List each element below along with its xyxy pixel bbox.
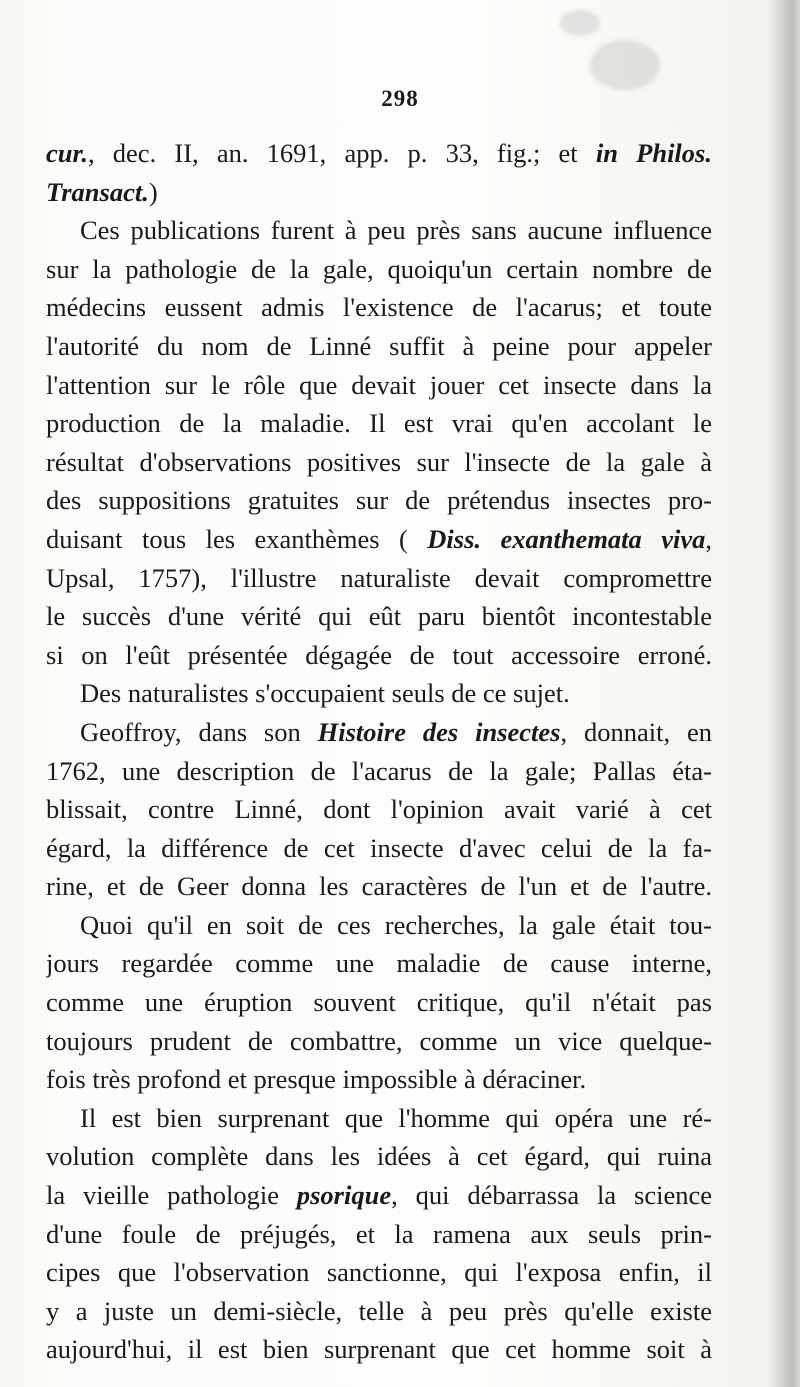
text-segment: l'attention sur le rôle que devait jouer cet insecte dans la [46,369,712,400]
body-text [46,134,712,1369]
text-segment: Ces publications furent à peu près sans aucune influence [80,215,712,246]
ink-stain [590,40,660,90]
text-line [46,829,712,868]
italic-text-segment: Histoire des insectes [317,716,561,747]
text-segment: production de la maladie. Il est vrai qu'en accolant le [46,408,712,439]
italic-text-segment: in Philos. [595,138,712,168]
text-line [46,366,712,405]
text-line [46,173,712,212]
text-segment: rine, et de Geer donna les caractères de l'un et de l'autre. [46,871,712,902]
text-line [46,674,712,713]
text-line [46,520,712,559]
text-line [46,944,712,983]
text-line [46,1137,712,1176]
text-segment: , [705,523,712,554]
text-line [46,211,712,250]
italic-text-segment: psorique [296,1180,392,1211]
text-segment: égard, la différence de cet insecte d'avec celui de la fa- [46,832,712,863]
text-line [46,288,712,327]
text-segment: jours regardée comme une maladie de cause interne, [46,948,712,979]
text-segment: médecins eussent admis l'existence de l'acarus; et toute [46,292,712,323]
text-segment: , qui débarrassa la science [391,1180,712,1211]
text-segment: Il est bien surprenant que l'homme qui opéra une ré- [80,1102,712,1133]
text-line [46,636,712,675]
text-segment: aujourd'hui, il est bien surprenant que cet homme soit à [46,1334,712,1365]
text-segment: comme une éruption souvent critique, qu'il n'était pas [46,987,712,1018]
text-line [46,327,712,366]
text-segment: duisant tous les exanthèmes ( [46,523,428,554]
text-segment: le succès d'une vérité qui eût paru bientôt incontestable [46,601,712,632]
text-segment: la vieille pathologie [46,1180,297,1211]
text-line [46,1022,712,1061]
italic-text-segment: Diss. exanthemata viva [427,523,706,554]
page-number: 298 [381,86,419,111]
text-line [46,752,712,791]
text-line [46,906,712,945]
text-segment: , dec. II, an. 1691, app. p. 33, fig.; et [87,138,596,168]
text-line [46,443,712,482]
text-line [46,404,712,443]
text-line [46,1176,712,1215]
text-segment: volution complète dans les idées à cet égard, qui ruina [46,1141,712,1172]
text-segment: Quoi qu'il en soit de ces recherches, la gale était tou- [80,909,712,940]
text-segment: des suppositions gratuites sur de prétendus insectes pro- [46,485,712,516]
text-line [46,1253,712,1292]
italic-text-segment: Transact. [46,176,149,207]
text-line [46,790,712,829]
text-segment: blissait, contre Linné, dont l'opinion avait varié à cet [46,794,712,825]
text-segment: Upsal, 1757), l'illustre naturaliste devait compromettre [46,562,712,593]
italic-text-segment: cur. [46,138,88,168]
ink-stain [560,10,600,36]
text-segment: 1762, une description de l'acarus de la gale; Pallas éta- [46,755,712,786]
text-line [46,1099,712,1138]
text-segment: l'autorité du nom de Linné suffit à peine pour appeler [46,330,712,361]
text-segment: d'une foule de préjugés, et la ramena aux seuls prin- [46,1218,712,1249]
text-line [46,867,712,906]
text-line [46,1330,712,1369]
text-line [46,559,712,598]
text-line [46,250,712,289]
text-segment: y a juste un demi-siècle, telle à peu près qu'elle existe [46,1295,712,1326]
text-segment: ) [148,176,158,207]
text-line [46,134,712,173]
text-line [46,597,712,636]
text-segment: toujours prudent de combattre, comme un vice quelque- [46,1025,712,1056]
text-segment: Des naturalistes s'occupaient seuls de ce sujet. [80,678,570,709]
text-line [46,1292,712,1331]
text-line [46,983,712,1022]
text-segment: sur la pathologie de la gale, quoiqu'un certain nombre de [46,253,712,284]
text-segment: Geoffroy, dans son [80,716,318,747]
text-segment: si on l'eût présentée dégagée de tout accessoire erroné. [46,639,712,670]
text-segment: fois très profond et presque impossible à déraciner. [46,1064,587,1095]
text-segment: résultat d'observations positives sur l'insecte de la gale à [46,446,712,477]
text-segment: , donnait, en [560,716,712,747]
text-line [46,1215,712,1254]
text-line [46,481,712,520]
text-line [46,713,712,752]
text-segment: cipes que l'observation sanctionne, qui l'exposa enfin, il [46,1257,712,1288]
text-line [46,1060,712,1099]
